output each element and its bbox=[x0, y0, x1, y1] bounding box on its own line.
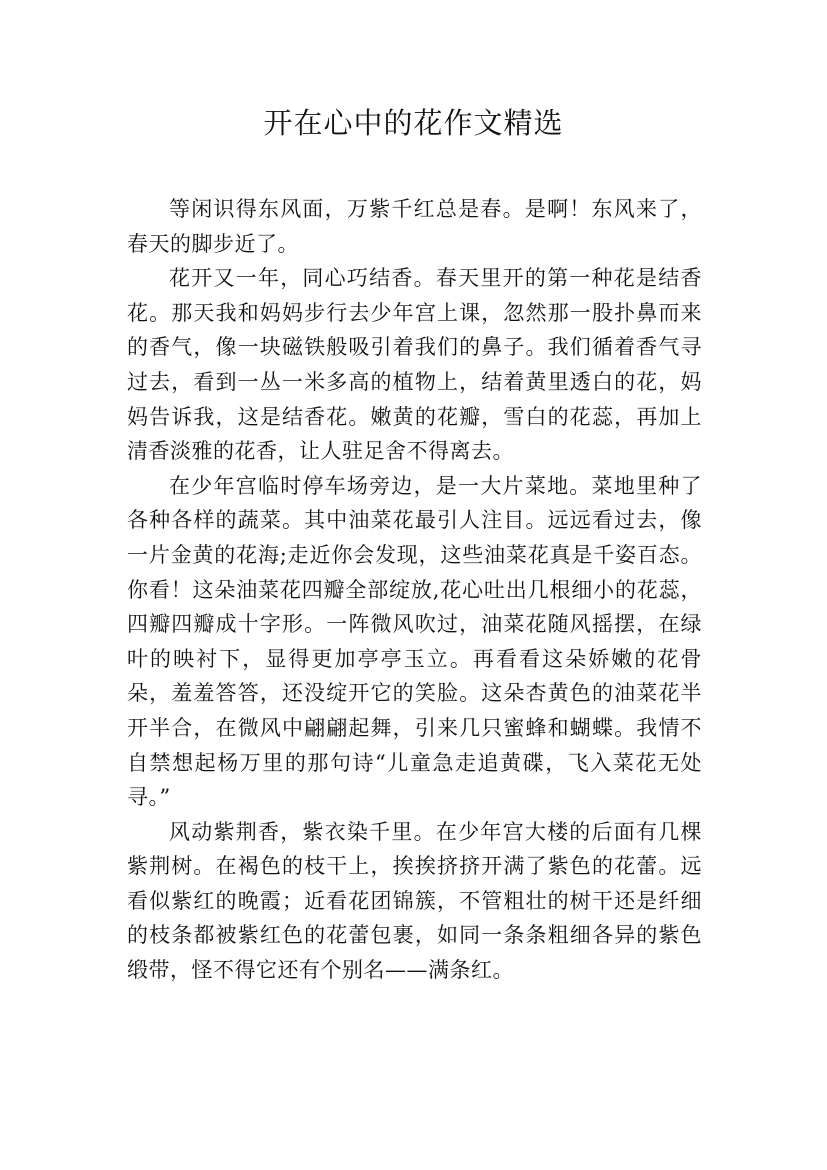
document-title: 开在心中的花作文精选 bbox=[263, 106, 564, 140]
paragraph-jiexiang-flower: 花开又一年，同心巧结香。春天里开的第一种花是结香花。那天我和妈妈步行去少年宫上课，忽然那一股扑鼻而来的香气，像一块磁铁般吸引着我们的鼻子。我们循着香气寻过去，看到一丛一米多高的植物上，结着黄里透白的花，妈妈告诉我，这是结香花。嫩黄的花瓣，雪白的花蕊，再加上清香淡雅的花香，让人驻足舍不得离去。 bbox=[127, 266, 702, 464]
paragraph-east-wind: 等闲识得东风面，万紫千红总是春。是啊！东风来了，春天的脚步近了。 bbox=[127, 197, 702, 256]
paragraph-rapeseed-flower: 在少年宫临时停车场旁边，是一大片菜地。菜地里种了各种各样的蔬菜。其中油菜花最引人注目。远远看过去，像一片金黄的花海;走近你会发现，这些油菜花真是千姿百态。你看！这朵油菜花四瓣全部绽放,花心吐出几根细小的花蕊，四瓣四瓣成十字形。一阵微风吹过，油菜花随风摇摆，在绿叶的映衬下，显得更加亭亭玉立。再看看这朵娇嫩的花骨朵，羞羞答答，还没绽开它的笑脸。这朵杏黄色的油菜花半开半合，在微风中翩翩起舞，引来几只蜜蜂和蝴蝶。我情不自禁想起杨万里的那句诗“儿童急走追黄碟，飞入菜花无处寻。” bbox=[127, 473, 702, 810]
paragraph-redbud-tree: 风动紫荆香，紫衣染千里。在少年宫大楼的后面有几棵紫荆树。在褐色的枝干上，挨挨挤挤开满了紫色的花蕾。远看似紫红的晚霞；近看花团锦簇，不管粗壮的树干还是纤细的枝条都被紫红色的花蕾包裹，如同一条条粗细各异的紫色缎带，怪不得它还有个别名——满条红。 bbox=[127, 819, 702, 983]
document-body bbox=[127, 192, 702, 988]
